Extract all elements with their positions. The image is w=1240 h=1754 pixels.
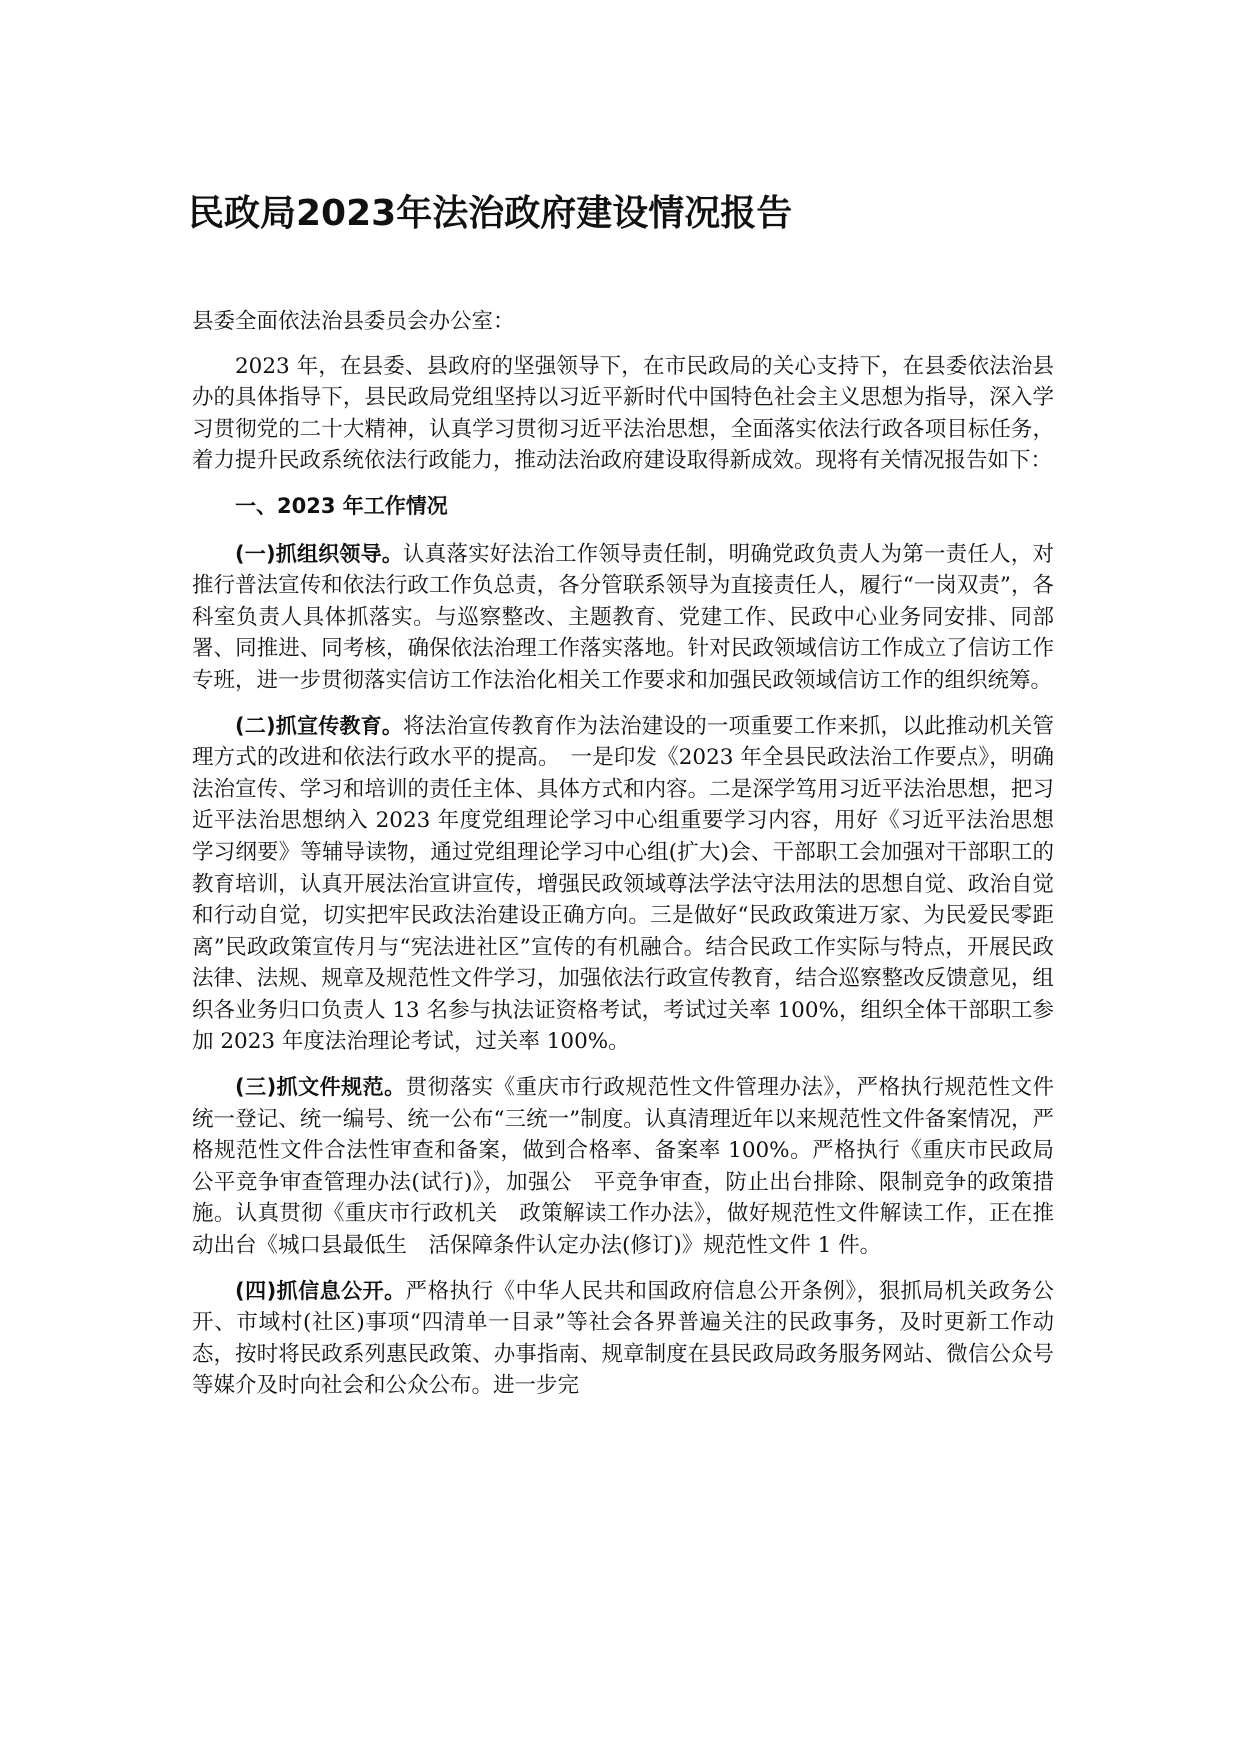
section-heading: 一、2023 年工作情况: [235, 493, 448, 518]
document-body: [192, 306, 1054, 1416]
item-lead: (二)抓宣传教育。: [235, 713, 404, 738]
intro-paragraph: 2023 年，在县委、县政府的坚强领导下，在市民政局的关心支持下，在县委依法治县办的具体指导下，县民政局党组坚持以习近平新时代中国特色社会主义思想为指导，深入学习贯彻党的二十大精神，认真学习贯彻习近平法治思想，全面落实依法行政各项目标任务，着力提升民政系统依法行政能力，推动法治政府建设取得新成效。现将有关情况报告如下：: [192, 353, 1054, 474]
item-paragraph: [192, 539, 1054, 697]
item-paragraph: [192, 1072, 1054, 1262]
item-lead: (四)抓信息公开。: [235, 1278, 406, 1303]
document-title: 民政局2023年法治政府建设情况报告: [188, 193, 793, 234]
salutation: 县委全面依法治县委员会办公室：: [192, 309, 515, 334]
item-paragraph: [192, 711, 1054, 1059]
item-text: 将法治宣传教育作为法治建设的一项重要工作来抓，以此推动机关管理方式的改进和依法行政水平的提高。 一是印发《2023 年全县民政法治工作要点》，明确法治宣传、学习和培训的责任主体、具体方式和内容。二是深学笃用习近平法治思想，把习近平法治思想纳入 2023 年度党组理论学习中心组重要学习内容，用好《习近平法治思想学习纲要》等辅导读物，通过党组理论学习中心组(扩大)会、干部职工会加强对干部职工的教育培训，认真开展法治宣讲宣传，增强民政领域尊法学法守法用法的思想自觉、政治自觉和行动自觉，切实把牢民政法治建设正确方向。三是做好“民政政策进万家、为民爱民零距离”民政政策宣传月与“宪法进社区”宣传的有机融合。结合民政工作实际与特点，开展民政法律、法规、规章及规范性文件学习，加强依法行政宣传教育，结合巡察整改反馈意见，组织各业务归口负责人 13 名参与执法证资格考试，考试过关率 100%，组织全体干部职工参加 2023 年度法治理论考试，过关率 100%。: [192, 713, 1054, 1055]
item-paragraph: [192, 1276, 1054, 1402]
item-lead: (一)抓组织领导。: [235, 541, 404, 566]
item-text: 严格执行《中华人民共和国政府信息公开条例》，狠抓局机关政务公开、市域村(社区)事项“四清单一目录”等社会各界普遍关注的民政事务，及时更新工作动态，按时将民政系列惠民政策、办事指南、规章制度在县民政局政务服务网站、微信公众号等媒介及时向社会和公众公布。进一步完: [192, 1278, 1054, 1399]
item-text: 认真落实好法治工作领导责任制，明确党政负责人为第一责任人，对推行普法宣传和依法行政工作负总责，各分管联系领导为直接责任人，履行“一岗双责”，各科室负责人具体抓落实。与巡察整改、主题教育、党建工作、民政中心业务同安排、同部署、同推进、同考核，确保依法治理工作落实落地。针对民政领域信访工作成立了信访工作专班，进一步贯彻落实信访工作法治化相关工作要求和加强民政领域信访工作的组织统筹。: [192, 541, 1054, 693]
item-text: 贯彻落实《重庆市行政规范性文件管理办法》，严格执行规范性文件统一登记、统一编号、统一公布“三统一”制度。认真清理近年以来规范性文件备案情况，严格规范性文件合法性审查和备案，做到合格率、备案率 100%。严格执行《重庆市民政局公平竞争审查管理办法(试行)》，加强公 平竞争审查，防止出台排除、限制竞争的政策措施。认真贯彻《重庆市行政机关 政策解读工作办法》，做好规范性文件解读工作，正在推动出台《城口县最低生 活保障条件认定办法(修订)》规范性文件 1 件。: [192, 1075, 1054, 1259]
item-lead: (三)抓文件规范。: [235, 1075, 406, 1100]
